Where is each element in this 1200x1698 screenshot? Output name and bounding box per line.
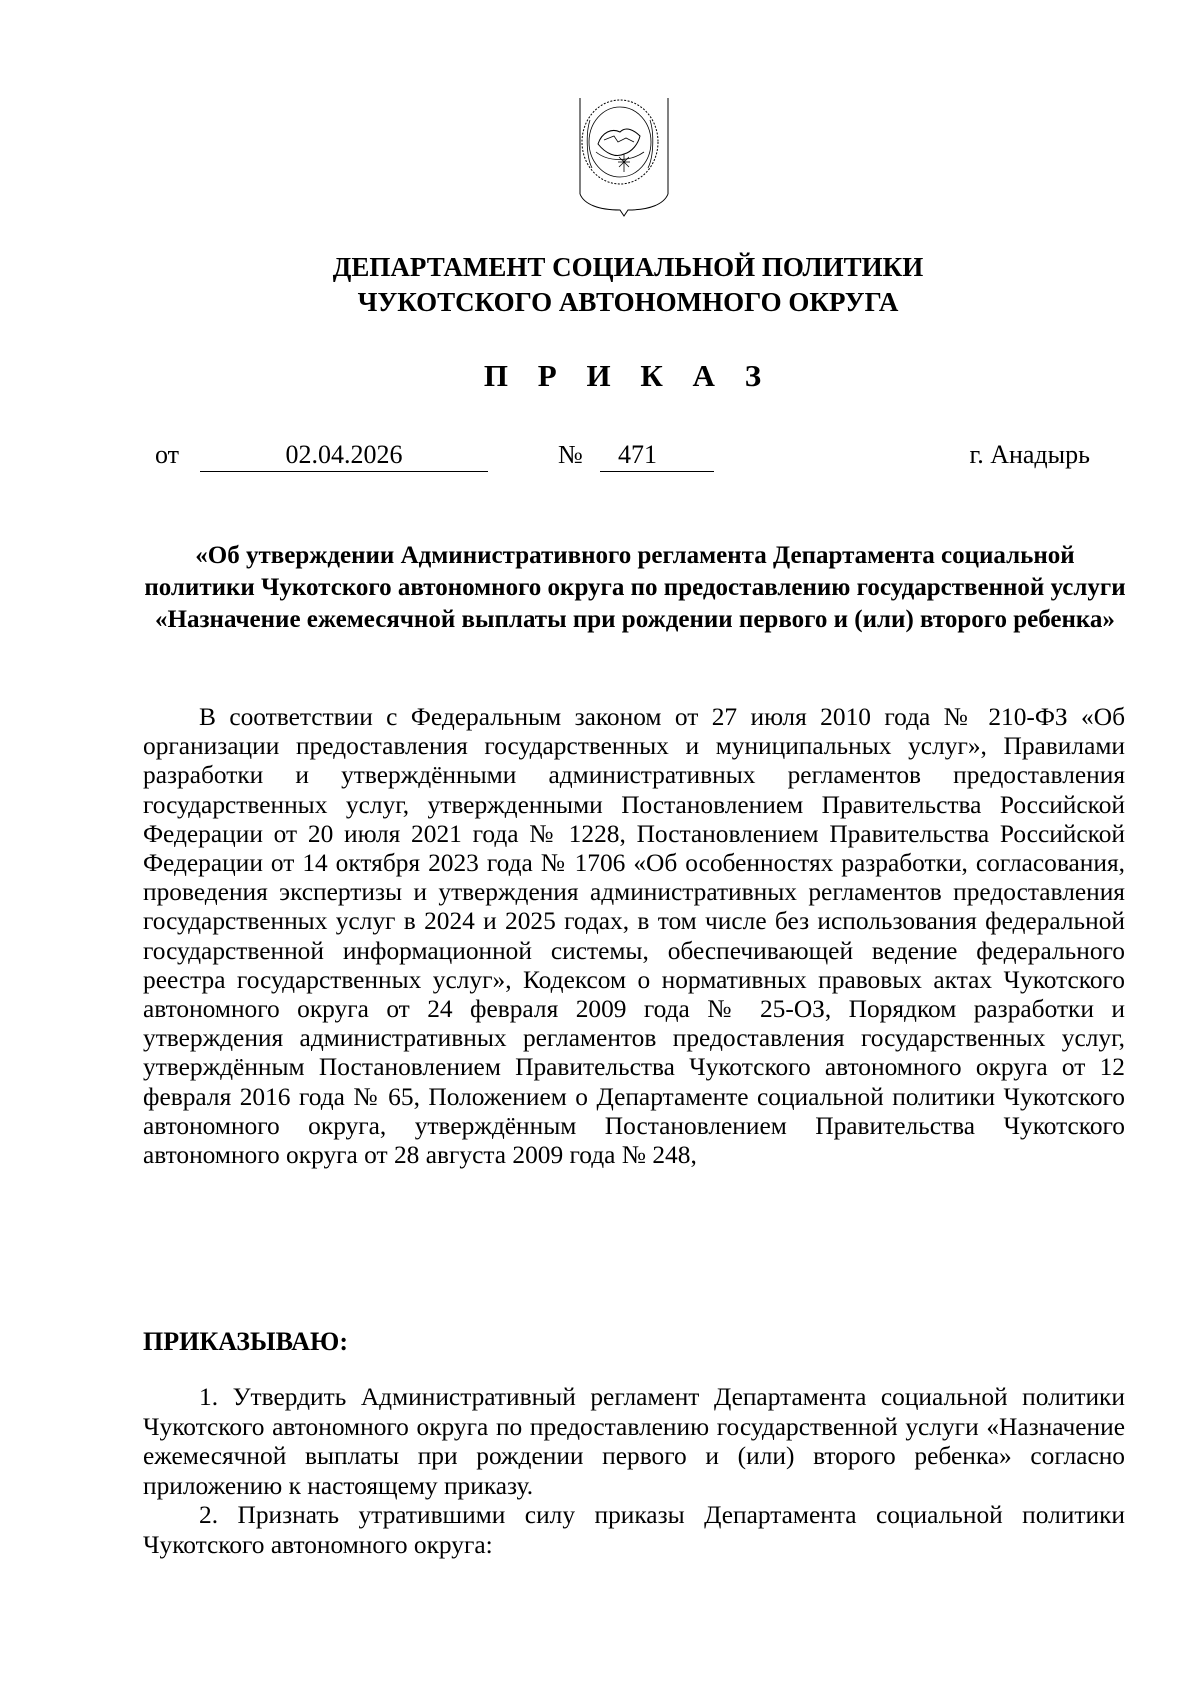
order-items-list [143,1383,1125,1560]
order-date: 02.04.2026 [200,440,488,472]
city-name: г. Анадырь [969,440,1090,469]
order-item-2: 2. Признать утратившими силу приказы Департамента социальной политики Чукотского автономного округа: [143,1501,1125,1559]
date-label: от [155,440,180,469]
order-number: 471 [600,440,714,472]
number-label: № [558,440,583,469]
department-line-2: ЧУКОТСКОГО АВТОНОМНОГО ОКРУГА [357,287,899,317]
chukotka-coat-of-arms-icon [568,92,688,234]
order-item-1: 1. Утвердить Административный регламент Департамента социальной политики Чукотского автономного округа по предоставлению государственной услуги «Назначение ежемесячной выплаты при рождении первого и (или) второго ребенка» согласно приложению к настоящему приказу. [143,1383,1125,1500]
preamble-section [143,703,1125,1170]
preamble-paragraph: В соответствии с Федеральным законом от 27 июля 2010 года № 210-ФЗ «Об организации предоставления государственных и муниципальных услуг», Правилами разработки и утверждёнными административных регламентов предоставления государственных услуг, утвержденными Постановлением Правительства Российской Федерации от 20 июля 2021 года № 1228, Постановлением Правительства Российской Федерации от 14 октября 2023 года № 1706 «Об особенностях разработки, согласования, проведения экспертизы и утверждения административных регламентов предоставления государственных услуг в 2024 и 2025 годах, в том числе без использования федеральной государственной информационной системы, обеспечивающей ведение федерального реестра государственных услуг», Кодексом о нормативных правовых актах Чукотского автономного округа от 24 февраля 2009 года № 25-ОЗ, Порядком разработки и утверждения административных регламентов предоставления государственных услуг, утверждённым Постановлением Правительства Чукотского автономного округа от 12 февраля 2016 года № 65, Положением о Департаменте социальной политики Чукотского автономного округа, утверждённым Постановлением Правительства Чукотского автономного округа от 28 августа 2009 года № 248, [143,703,1125,1170]
department-line-1: ДЕПАРТАМЕНТ СОЦИАЛЬНОЙ ПОЛИТИКИ [332,252,924,282]
department-name [0,250,1200,320]
order-heading: ПРИКАЗЫВАЮ: [143,1327,348,1356]
order-meta-row [0,440,1200,480]
document-type-title: П Р И К А З [483,358,773,393]
order-subject: «Об утверждении Административного регламента Департамента социальной политики Чукотского автономного округа по предоставлению государственной услуги «Назначение ежемесячной выплаты при рождении первого и (или) второго ребенка» [144,542,1126,633]
